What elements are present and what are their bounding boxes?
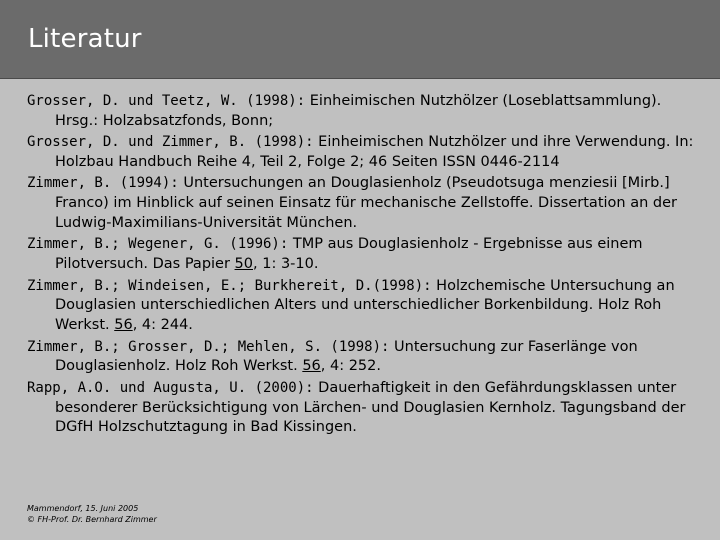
title-bar: [0, 0, 720, 79]
reference-authors: Rapp, A.O. und Augusta, U. (2000):: [27, 379, 314, 396]
footer-copyright-line: © FH-Prof. Dr. Bernhard Zimmer: [27, 515, 157, 524]
reference-authors: Zimmer, B.; Grosser, D.; Mehlen, S. (1998):: [27, 338, 390, 355]
reference-text: Holzchemische Untersuchung an Douglasien unterschiedlichen Alters und unterschiedlicher Borkenbildung. Holz Roh Werkst.: [55, 277, 675, 334]
reference-authors: Zimmer, B.; Windeisen, E.; Burkhereit, D.(1998):: [27, 277, 432, 294]
reference-item: [27, 277, 697, 336]
reference-text: Dauerhaftigkeit in den Gefährdungsklassen unter besonderer Berücksichtigung von Lärchen- und Douglasien Kernholz. Tagungsband der DGfH Holzschutztagung in Bad Kissingen.: [55, 379, 686, 436]
footer-date-line: Mammendorf, 15. Juni 2005: [27, 504, 139, 513]
reference-item: [27, 235, 697, 275]
reference-text: TMP aus Douglasienholz - Ergebnisse aus einem Pilotversuch. Das Papier: [55, 236, 643, 273]
reference-item: [27, 174, 697, 233]
reference-text: Untersuchung zur Faserlänge von Douglasienholz. Holz Roh Werkst.: [55, 338, 638, 375]
reference-volume: 56: [114, 317, 133, 334]
reference-volume: 50: [234, 256, 253, 273]
slide-title: Literatur: [28, 24, 142, 54]
reference-pages: , 4: 244.: [132, 317, 193, 334]
reference-volume: 56: [302, 358, 321, 375]
reference-authors: Grosser, D. und Teetz, W. (1998):: [27, 93, 306, 109]
footer: [27, 503, 157, 525]
reference-pages: , 1: 3-10.: [253, 256, 319, 273]
reference-authors: Zimmer, B.; Wegener, G. (1996):: [27, 236, 289, 253]
reference-text: Untersuchungen an Douglasienholz (Pseudotsuga menziesii [Mirb.] Franco) im Hinblick auf seinen Einsatz für mechanische Zellstoffe. Dissertation an der Ludwig-Maximilians-Universität München.: [55, 175, 677, 231]
reference-item: [27, 133, 697, 173]
reference-text: Einheimischen Nutzhölzer und ihre Verwendung. In: Holzbau Handbuch Reihe 4, Teil 2, Folge 2; 46 Seiten ISSN 0446-2114: [55, 134, 694, 170]
reference-text: Einheimischen Nutzhölzer (Loseblattsammlung). Hrsg.: Holzabsatzfonds, Bonn;: [55, 93, 662, 129]
reference-authors: Grosser, D. und Zimmer, B. (1998):: [27, 134, 314, 151]
reference-item: [27, 338, 697, 378]
reference-item: [27, 92, 697, 132]
reference-authors: Zimmer, B. (1994):: [27, 175, 179, 192]
reference-list: [27, 92, 697, 440]
reference-pages: , 4: 252.: [320, 358, 381, 375]
reference-item: [27, 379, 697, 438]
